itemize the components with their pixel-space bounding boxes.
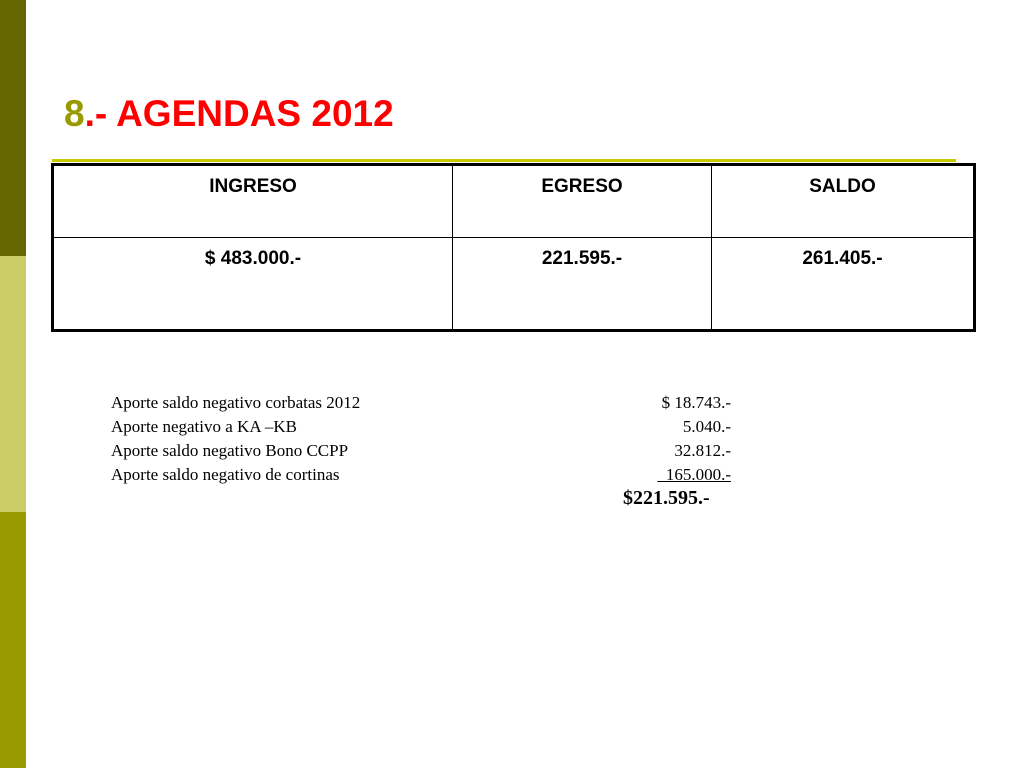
sidebar-segment-top <box>0 0 26 256</box>
summary-header-row <box>53 165 975 238</box>
breakdown-item <box>111 393 731 417</box>
header-egreso: EGRESO <box>453 165 712 238</box>
header-saldo: SALDO <box>712 165 975 238</box>
summary-table <box>51 163 976 332</box>
value-ingreso: $ 483.000.- <box>53 238 453 331</box>
breakdown-label: Aporte saldo negativo Bono CCPP <box>111 441 349 460</box>
breakdown-list <box>111 393 731 489</box>
breakdown-amount: 5.040.- <box>682 417 731 436</box>
title-underline <box>52 159 956 162</box>
title-text: .- AGENDAS 2012 <box>84 93 394 134</box>
breakdown-label: Aporte saldo negativo corbatas 2012 <box>111 393 361 412</box>
page-title <box>64 92 394 136</box>
breakdown-label: Aporte negativo a KA –KB <box>111 417 298 436</box>
summary-value-row <box>53 238 975 331</box>
breakdown-label: Aporte saldo negativo de cortinas <box>111 465 340 484</box>
sidebar-segment-middle <box>0 256 26 512</box>
title-number: 8 <box>64 93 85 134</box>
sidebar-segment-bottom <box>0 512 26 768</box>
breakdown-amount: 165.000.- <box>657 465 731 484</box>
breakdown-amount: 32.812.- <box>674 441 731 460</box>
value-egreso: 221.595.- <box>453 238 712 331</box>
breakdown-item <box>111 441 731 465</box>
value-saldo: 261.405.- <box>712 238 975 331</box>
breakdown-item <box>111 465 731 489</box>
breakdown-item <box>111 417 731 441</box>
breakdown-amount: $ 18.743.- <box>661 393 731 412</box>
breakdown-total: $221.595.- <box>623 487 710 509</box>
header-ingreso: INGRESO <box>53 165 453 238</box>
